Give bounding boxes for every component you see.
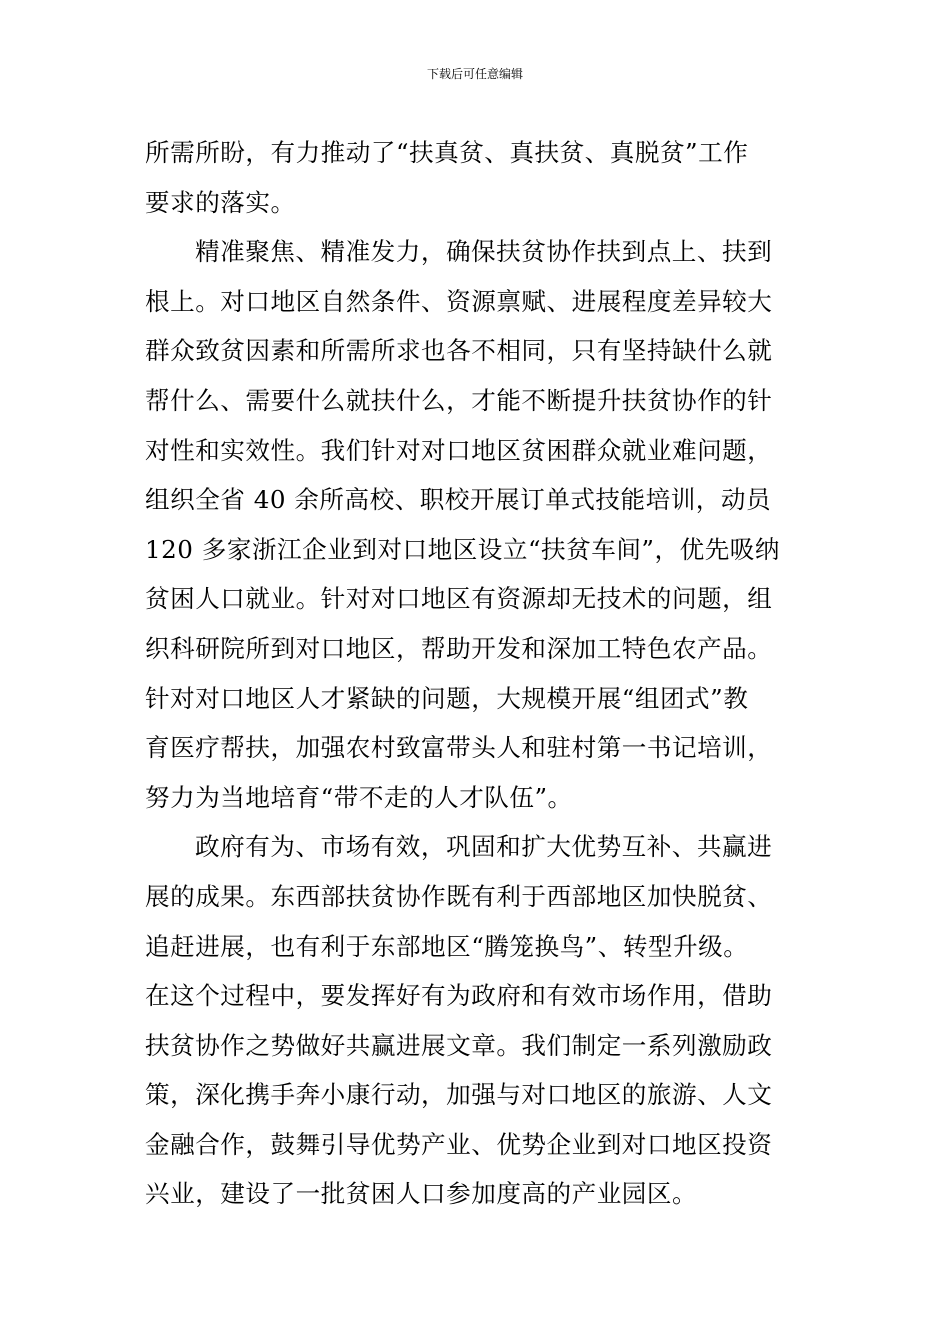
text-line: 展的成果。东西部扶贫协作既有利于西部地区加快脱贫、 — [145, 881, 773, 911]
text-line: 精准聚焦、精准发力，确保扶贫协作扶到点上、扶到 — [195, 237, 773, 267]
text-line: 扶贫协作之势做好共赢进展文章。我们制定一系列激励政 — [145, 1030, 773, 1060]
text-line: 织科研院所到对口地区，帮助开发和深加工特色农产品。 — [145, 633, 773, 663]
text-line: 贫困人口就业。针对对口地区有资源却无技术的问题，组 — [145, 584, 773, 614]
text-line: 根上。对口地区自然条件、资源禀赋、进展程度差异较大 — [145, 286, 773, 316]
text-line: 针对对口地区人才紧缺的问题，大规模开展“组团式”教 — [145, 683, 749, 713]
text-line: 育医疗帮扶，加强农村致富带头人和驻村第一书记培训， — [145, 733, 773, 763]
text-line: 组织全省 40 余所高校、职校开展订单式技能培训，动员 — [145, 485, 772, 515]
text-line: 帮什么、需要什么就扶什么，才能不断提升扶贫协作的针 — [145, 385, 773, 415]
text-line: 要求的落实。 — [145, 187, 296, 217]
text-line: 兴业，建设了一批贫困人口参加度高的产业园区。 — [145, 1179, 698, 1209]
text-line: 金融合作，鼓舞引导优势产业、优势企业到对口地区投资 — [145, 1129, 773, 1159]
text-line: 所需所盼，有力推动了“扶真贫、真扶贫、真脱贫”工作 — [145, 138, 749, 167]
page-header: 下载后可任意编辑 — [426, 67, 523, 81]
document-body — [145, 128, 807, 1219]
text-line: 努力为当地培育“带不走的人才队伍”。 — [145, 782, 573, 812]
paragraph — [145, 128, 807, 227]
text-line: 群众致贫因素和所需所求也各不相同，只有坚持缺什么就 — [145, 336, 773, 366]
text-line: 对性和实效性。我们针对对口地区贫困群众就业难问题， — [145, 435, 773, 465]
text-line: 策，深化携手奔小康行动，加强与对口地区的旅游、人文 — [145, 1080, 773, 1110]
text-line: 追赶进展，也有利于东部地区“腾笼换鸟”、转型升级。 — [145, 931, 749, 961]
text-line: 120 多家浙江企业到对口地区设立“扶贫车间”，优先吸纳 — [145, 534, 780, 564]
text-line: 政府有为、市场有效，巩固和扩大优势互补、共赢进 — [195, 832, 773, 862]
text-line: 在这个过程中，要发挥好有为政府和有效市场作用，借助 — [145, 981, 773, 1011]
paragraph — [145, 227, 807, 822]
paragraph — [145, 822, 807, 1219]
